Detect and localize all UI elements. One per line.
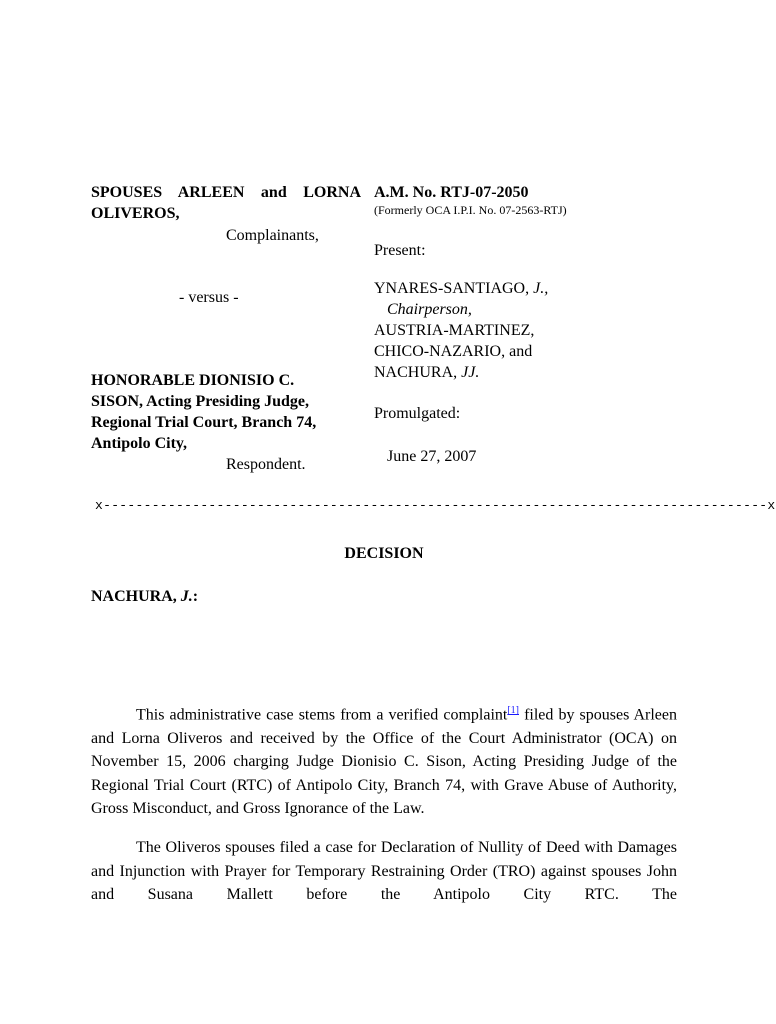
respondent-line1: HONORABLE DIONISIO C. <box>91 372 295 389</box>
body-paragraph-2: The Oliveros spouses filed a case for Declaration of Nullity of Deed with Damages and Injunction with Prayer for Temporary Restraining Order (TRO) against spouses John and Susana Mallett before the Antipolo City RTC. The <box>91 839 677 903</box>
bench-member-1 <box>374 278 548 299</box>
bench-member-4-name: NACHURA, <box>374 364 462 381</box>
complainants-name-line1: SPOUSES ARLEEN and LORNA <box>91 184 361 201</box>
footnote-link-1[interactable]: [1] <box>507 705 519 716</box>
promulgated-label: Promulgated: <box>374 405 461 422</box>
case-number: A.M. No. RTJ-07-2050 <box>374 184 529 201</box>
bench-member-1-title: J., <box>533 280 549 297</box>
formerly-case-number: (Formerly OCA I.P.I. No. 07-2563-RTJ) <box>374 203 567 217</box>
complainants-label: Complainants, <box>226 227 319 244</box>
paragraph-1-text-end: filed by spouses Arleen and Lorna Oliveros and received by the Office of the Court Administrator (OCA) on November 15, 2006 charging Judge Dionisio C. Sison, Acting Presiding Judge of the Regional Trial Court (RTC) of Antipolo City, Branch 74, with Grave Abuse of Authority, Gross Misconduct, and Gross Ignorance of the Law. <box>91 706 677 818</box>
bench-member-3: CHICO-NAZARIO, and <box>374 343 533 360</box>
respondent-label: Respondent. <box>226 456 306 473</box>
respondent-name <box>91 370 361 454</box>
ponente-title: J. <box>180 588 193 605</box>
ponente-colon: : <box>192 588 199 605</box>
respondent-line2: SISON, Acting Presiding Judge, <box>91 393 309 410</box>
complainants-name <box>91 182 361 224</box>
bench-member-4-title: JJ. <box>461 364 480 381</box>
decision-heading: DECISION <box>344 545 424 562</box>
bench-chairperson-title: Chairperson, <box>387 301 472 318</box>
bench-chairperson <box>374 299 548 320</box>
ponente <box>91 586 198 607</box>
complainants-name-line2: OLIVEROS, <box>91 205 180 222</box>
body-paragraph-1 <box>91 697 677 821</box>
promulgated-date: June 27, 2007 <box>387 448 477 465</box>
bench-member-2: AUSTRIA-MARTINEZ, <box>374 322 535 339</box>
bench-member-1-name: YNARES-SANTIAGO, <box>374 280 534 297</box>
ponente-name: NACHURA, <box>91 588 181 605</box>
caption-separator: x----------------------------------------------------------------------------------x <box>95 498 776 513</box>
bench-list <box>374 278 548 383</box>
bench-member-4 <box>374 362 548 383</box>
paragraph-1-text-start: This administrative case stems from a verified complaint <box>136 706 508 724</box>
respondent-line3: Regional Trial Court, Branch 74, <box>91 414 317 431</box>
respondent-line4: Antipolo City, <box>91 435 188 452</box>
versus-label: - versus - <box>179 289 239 306</box>
present-label: Present: <box>374 242 426 259</box>
